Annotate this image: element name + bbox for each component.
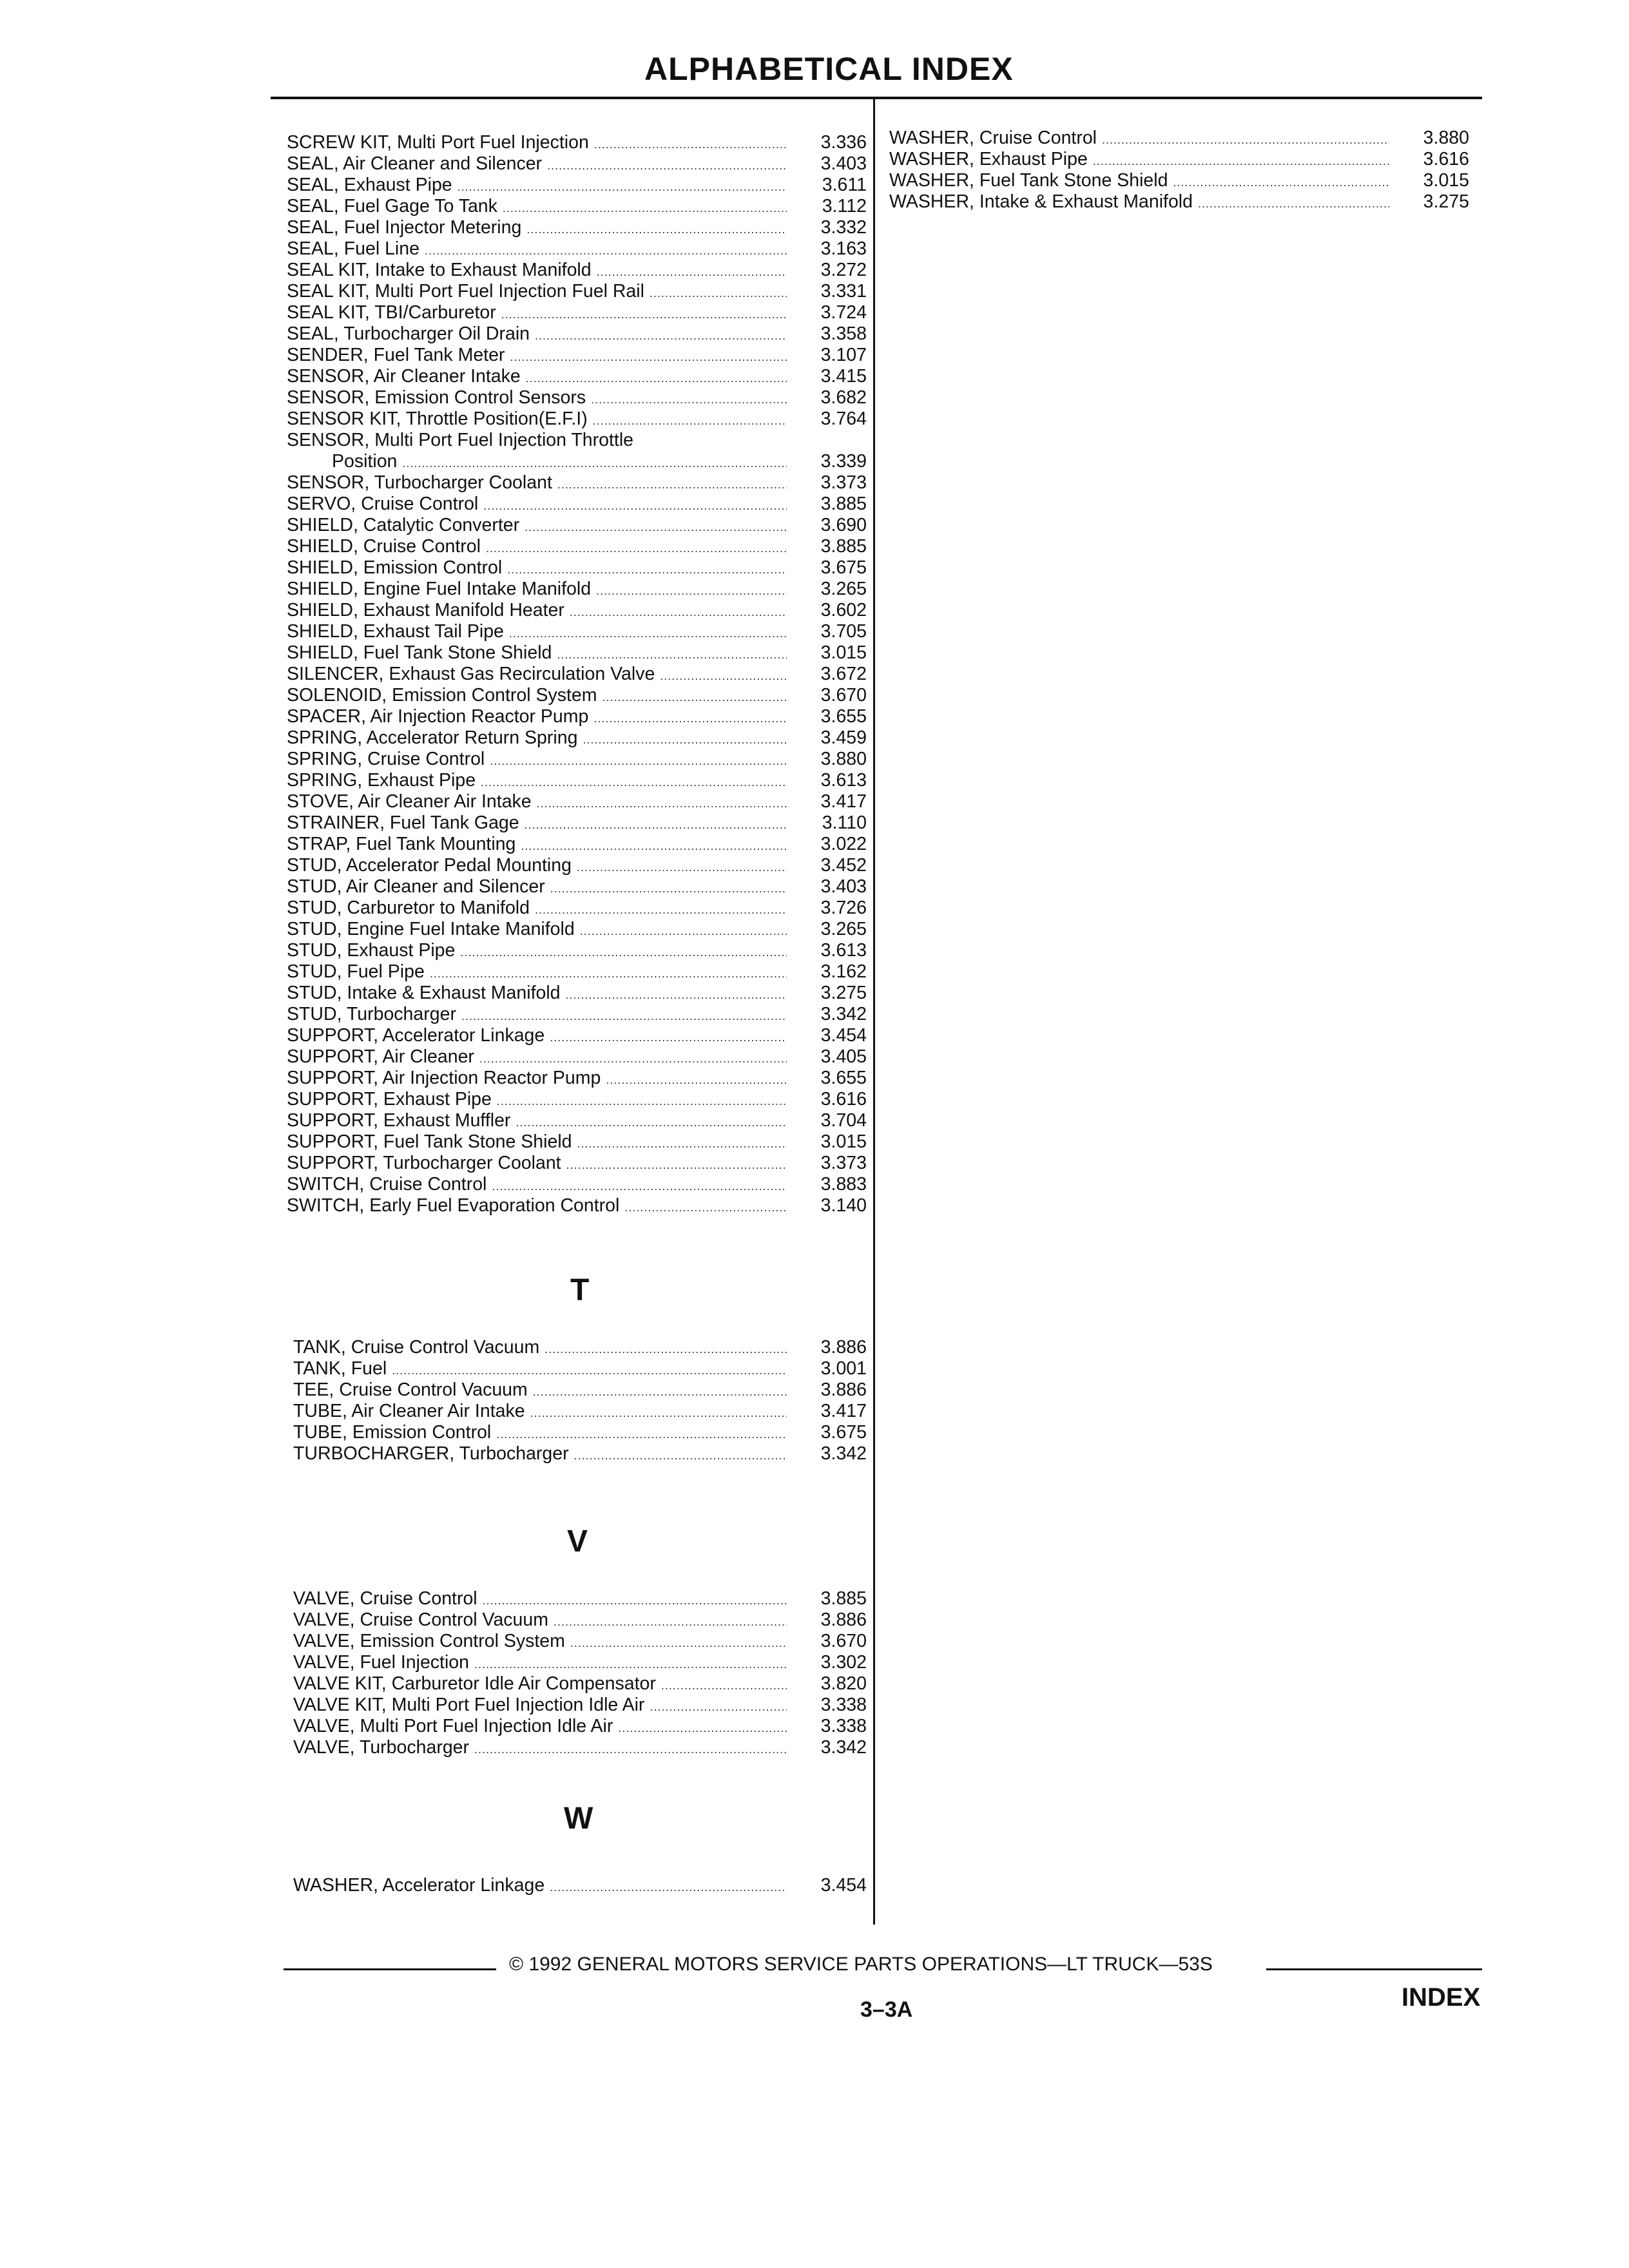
footer-rule-left [284, 1968, 496, 1970]
leader-dots [481, 772, 787, 793]
entry-page-ref: 3.820 [820, 1673, 867, 1694]
entry-description: SEAL KIT, Multi Port Fuel Injection Fuel Rail [287, 281, 644, 302]
entry-description: SENSOR, Turbocharger Coolant [287, 472, 552, 493]
index-entry [889, 191, 1469, 213]
entry-page-ref: 3.342 [820, 1004, 867, 1024]
entry-description: SHIELD, Catalytic Converter [287, 515, 520, 535]
entry-page-ref: 3.613 [820, 770, 867, 791]
entry-description: VALVE KIT, Multi Port Fuel Injection Idle Air [293, 1695, 645, 1715]
entry-description: TEE, Cruise Control Vacuum [293, 1379, 528, 1400]
entry-description: VALVE, Turbocharger [293, 1737, 470, 1758]
index-entry [293, 1875, 867, 1896]
entry-description: VALVE, Cruise Control Vacuum [293, 1610, 548, 1630]
entry-page-ref: 3.338 [820, 1716, 867, 1736]
entry-description: TUBE, Air Cleaner Air Intake [293, 1401, 525, 1421]
entry-page-ref: 3.886 [820, 1337, 867, 1358]
entry-page-ref: 3.417 [820, 791, 867, 812]
entry-page-ref: 3.302 [820, 1652, 867, 1673]
page-title: ALPHABETICAL INDEX [644, 51, 1014, 87]
leader-dots [1198, 193, 1389, 215]
entry-description: SWITCH, Cruise Control [287, 1174, 487, 1195]
leader-dots [460, 942, 787, 963]
index-entry [287, 876, 867, 898]
entry-description: SEAL KIT, Intake to Exhaust Manifold [287, 260, 592, 280]
entry-description: SUPPORT, Fuel Tank Stone Shield [287, 1131, 572, 1152]
leader-dots [554, 1611, 787, 1633]
entry-description: SENSOR, Emission Control Sensors [287, 387, 586, 408]
index-entry [287, 834, 867, 855]
entry-description: WASHER, Exhaust Pipe [889, 149, 1088, 169]
leader-dots [1102, 130, 1389, 151]
index-entry [287, 345, 867, 366]
index-entry [287, 621, 867, 642]
entry-page-ref: 3.163 [820, 238, 867, 259]
entry-description: SHIELD, Exhaust Manifold Heater [287, 600, 564, 620]
index-entry [287, 898, 867, 919]
entry-page-ref: 3.616 [1423, 149, 1469, 169]
index-entry [293, 1379, 867, 1401]
entry-description: WASHER, Accelerator Linkage [293, 1875, 545, 1896]
leader-dots [583, 729, 787, 751]
index-entry [293, 1588, 867, 1610]
leader-dots [550, 878, 787, 899]
index-entry [293, 1737, 867, 1758]
entry-page-ref: 3.764 [820, 408, 867, 429]
index-entry [889, 149, 1469, 170]
entry-page-ref: 3.015 [820, 1131, 867, 1152]
index-entry [287, 940, 867, 961]
leader-dots [580, 921, 787, 942]
entry-description: SUPPORT, Turbocharger Coolant [287, 1153, 561, 1173]
entry-description: SUPPORT, Air Cleaner [287, 1046, 474, 1067]
entry-description: WASHER, Fuel Tank Stone Shield [889, 170, 1168, 191]
index-entry [287, 494, 867, 515]
leader-dots [570, 1633, 787, 1654]
entry-description: SENSOR KIT, Throttle Position(E.F.I) [287, 408, 588, 429]
entry-page-ref: 3.272 [820, 260, 867, 280]
entry-page-ref: 3.415 [820, 366, 867, 387]
entry-page-ref: 3.336 [820, 132, 867, 153]
entry-description: SWITCH, Early Fuel Evaporation Control [287, 1195, 620, 1216]
index-entry [287, 408, 867, 430]
index-entry [293, 1401, 867, 1422]
leader-dots [618, 1718, 787, 1739]
index-entry [889, 128, 1469, 149]
leader-dots [425, 240, 787, 262]
entry-page-ref: 3.454 [820, 1025, 867, 1046]
index-entry [287, 281, 867, 302]
leader-dots [650, 1696, 787, 1718]
index-entry [287, 196, 867, 217]
entry-page-ref: 3.001 [820, 1358, 867, 1379]
entry-page-ref: 3.452 [820, 855, 867, 876]
index-entry [293, 1443, 867, 1465]
leader-dots [537, 793, 787, 814]
leader-dots [660, 666, 787, 687]
index-entry [293, 1652, 867, 1673]
entry-page-ref: 3.672 [820, 664, 867, 684]
entry-page-ref: 3.275 [820, 983, 867, 1003]
entry-page-ref: 3.883 [820, 1174, 867, 1195]
footer-copyright: © 1992 GENERAL MOTORS SERVICE PARTS OPERATIONS—LT TRUCK—53S [509, 1954, 1213, 1975]
leader-dots [507, 559, 787, 581]
entry-description: SPACER, Air Injection Reactor Pump [287, 706, 589, 727]
entry-page-ref: 3.690 [820, 515, 867, 535]
left-column-s-entries [287, 132, 867, 1216]
leader-dots [492, 1176, 787, 1197]
leader-dots [577, 1133, 787, 1155]
entry-page-ref: 3.613 [820, 940, 867, 961]
leader-dots [566, 1155, 787, 1176]
index-entry [287, 919, 867, 940]
entry-description: SEAL, Exhaust Pipe [287, 175, 452, 195]
index-entry [287, 579, 867, 600]
leader-dots [533, 1381, 787, 1403]
index-entry [293, 1716, 867, 1737]
entry-description: STUD, Fuel Pipe [287, 961, 425, 982]
entry-description: SHIELD, Engine Fuel Intake Manifold [287, 579, 592, 599]
index-entry [287, 727, 867, 749]
leader-dots [501, 304, 787, 325]
entry-page-ref: 3.670 [820, 685, 867, 706]
leader-dots [474, 1739, 787, 1760]
entry-page-ref: 3.275 [1423, 191, 1469, 212]
index-entry [287, 1068, 867, 1089]
entry-page-ref: 3.015 [1423, 170, 1469, 191]
leader-dots [535, 899, 787, 921]
entry-page-ref: 3.611 [822, 175, 867, 195]
entry-description: SEAL, Air Cleaner and Silencer [287, 153, 543, 174]
leader-dots [526, 368, 787, 389]
entry-page-ref: 3.602 [820, 600, 867, 620]
leader-dots [570, 602, 787, 623]
index-entry [293, 1631, 867, 1652]
entry-page-ref: 3.682 [820, 387, 867, 408]
index-entry [287, 1110, 867, 1131]
index-entry [287, 1174, 867, 1195]
index-entry [287, 961, 867, 983]
leader-dots [510, 347, 787, 368]
leader-dots [490, 751, 787, 772]
index-entry [293, 1358, 867, 1379]
entry-description: TURBOCHARGER, Turbocharger [293, 1443, 569, 1464]
index-entry [287, 430, 867, 451]
entry-page-ref: 3.405 [820, 1046, 867, 1067]
index-entry [287, 812, 867, 834]
entry-page-ref: 3.265 [820, 919, 867, 939]
entry-description: VALVE, Emission Control System [293, 1631, 565, 1651]
index-entry [287, 557, 867, 579]
entry-description: SEAL, Fuel Injector Metering [287, 217, 522, 238]
index-entry [287, 1004, 867, 1025]
entry-page-ref: 3.655 [820, 706, 867, 727]
leader-dots [526, 219, 787, 240]
index-entry [287, 1195, 867, 1216]
leader-dots [593, 410, 787, 432]
index-entry [287, 217, 867, 238]
entry-page-ref: 3.331 [820, 281, 867, 302]
index-entry [287, 749, 867, 770]
index-entry [287, 175, 867, 196]
entry-page-ref: 3.332 [820, 217, 867, 238]
entry-page-ref: 3.459 [820, 727, 867, 748]
entry-page-ref: 3.339 [820, 451, 867, 472]
leader-dots [496, 1424, 787, 1445]
entry-description: SUPPORT, Exhaust Muffler [287, 1110, 511, 1131]
leader-dots [486, 538, 787, 559]
leader-dots [596, 581, 787, 602]
right-column-w-entries [889, 128, 1469, 213]
index-entry [287, 515, 867, 536]
entry-page-ref: 3.886 [820, 1610, 867, 1630]
section-label: INDEX [1402, 1983, 1481, 2012]
index-entry [293, 1422, 867, 1443]
entry-description: TANK, Cruise Control Vacuum [293, 1337, 540, 1358]
index-entry [287, 1131, 867, 1153]
leader-dots [461, 1006, 787, 1027]
section-letter-t: T [570, 1273, 590, 1307]
entry-description: STRAINER, Fuel Tank Gage [287, 812, 519, 833]
entry-description: SEAL KIT, TBI/Carburetor [287, 302, 496, 323]
entry-page-ref: 3.885 [820, 1588, 867, 1609]
entry-page-ref: 3.885 [820, 536, 867, 557]
index-entry [287, 302, 867, 323]
index-entry [287, 1089, 867, 1110]
leader-dots [458, 177, 787, 198]
entry-description: STUD, Accelerator Pedal Mounting [287, 855, 572, 876]
leader-dots [557, 644, 787, 666]
leader-dots [593, 708, 787, 729]
entry-description: TANK, Fuel [293, 1358, 387, 1379]
entry-page-ref: 3.110 [822, 812, 867, 833]
entry-description: SPRING, Exhaust Pipe [287, 770, 476, 791]
index-entry [287, 1153, 867, 1174]
index-entry [287, 536, 867, 557]
entry-page-ref: 3.265 [820, 579, 867, 599]
index-entry [287, 600, 867, 621]
index-entry [287, 791, 867, 812]
leader-dots [525, 517, 787, 538]
leader-dots [557, 474, 787, 495]
entry-page-ref: 3.338 [820, 1695, 867, 1715]
leader-dots [545, 1339, 787, 1360]
leader-dots [497, 1091, 787, 1112]
index-entry [287, 472, 867, 494]
entry-page-ref: 3.403 [820, 876, 867, 897]
entry-page-ref: 3.373 [820, 1153, 867, 1173]
leader-dots [509, 623, 787, 644]
entry-description: STUD, Engine Fuel Intake Manifold [287, 919, 575, 939]
leader-dots [430, 963, 787, 985]
entry-description: VALVE, Fuel Injection [293, 1652, 470, 1673]
entry-description: WASHER, Cruise Control [889, 128, 1097, 148]
leader-dots [1093, 151, 1389, 172]
leader-dots [566, 985, 787, 1006]
leader-dots [474, 1654, 787, 1675]
entry-description: VALVE KIT, Carburetor Idle Air Compensator [293, 1673, 656, 1694]
entry-description: STUD, Exhaust Pipe [287, 940, 456, 961]
section-letter-w: W [564, 1802, 593, 1836]
leader-dots [483, 1590, 787, 1611]
entry-description: SCREW KIT, Multi Port Fuel Injection [287, 132, 589, 153]
entry-description: SHIELD, Emission Control [287, 557, 503, 578]
entry-page-ref: 3.342 [820, 1443, 867, 1464]
entry-page-ref: 3.616 [820, 1089, 867, 1110]
leader-dots [650, 283, 787, 304]
index-entry [287, 451, 867, 472]
entry-page-ref: 3.885 [820, 494, 867, 514]
leader-dots [602, 687, 787, 708]
index-entry [287, 323, 867, 345]
entry-description: SOLENOID, Emission Control System [287, 685, 597, 706]
entry-description: SUPPORT, Air Injection Reactor Pump [287, 1068, 601, 1088]
entry-description: SENSOR, Multi Port Fuel Injection Throttle [287, 430, 634, 450]
entry-description: SHIELD, Exhaust Tail Pipe [287, 621, 504, 642]
leader-dots [535, 325, 787, 347]
entry-description: STOVE, Air Cleaner Air Intake [287, 791, 532, 812]
entry-page-ref: 3.704 [820, 1110, 867, 1131]
entry-description: SENDER, Fuel Tank Meter [287, 345, 505, 365]
index-entry [287, 132, 867, 153]
entry-description: SUPPORT, Accelerator Linkage [287, 1025, 545, 1046]
entry-description: SHIELD, Fuel Tank Stone Shield [287, 642, 552, 663]
leader-dots [402, 453, 787, 474]
entry-page-ref: 3.705 [820, 621, 867, 642]
index-entry [287, 238, 867, 260]
entry-page-ref: 3.403 [820, 153, 867, 174]
index-entry [287, 642, 867, 664]
page-number: 3–3A [860, 1997, 913, 2022]
entry-description: Position [332, 451, 398, 472]
section-w-entries [293, 1875, 867, 1896]
index-entry [287, 1046, 867, 1068]
entry-description: SENSOR, Air Cleaner Intake [287, 366, 521, 387]
entry-description: STUD, Air Cleaner and Silencer [287, 876, 545, 897]
leader-dots [525, 814, 787, 836]
index-entry [287, 664, 867, 685]
leader-dots [594, 134, 787, 155]
index-entry [287, 706, 867, 727]
entry-description: SPRING, Accelerator Return Spring [287, 727, 578, 748]
leader-dots [483, 495, 787, 517]
leader-dots [516, 1112, 787, 1133]
index-entry [287, 685, 867, 706]
index-entry [293, 1673, 867, 1695]
entry-page-ref: 3.886 [820, 1379, 867, 1400]
entry-page-ref: 3.162 [820, 961, 867, 982]
entry-page-ref: 3.880 [1423, 128, 1469, 148]
leader-dots [577, 857, 787, 878]
index-entry [287, 1025, 867, 1046]
entry-description: SEAL, Turbocharger Oil Drain [287, 323, 530, 344]
entry-page-ref: 3.670 [820, 1631, 867, 1651]
entry-description: SUPPORT, Exhaust Pipe [287, 1089, 492, 1110]
entry-page-ref: 3.454 [820, 1875, 867, 1896]
entry-page-ref: 3.112 [822, 196, 867, 216]
section-v-entries [293, 1588, 867, 1758]
entry-description: SPRING, Cruise Control [287, 749, 485, 769]
leader-dots [597, 262, 787, 283]
section-letter-v: V [567, 1524, 588, 1559]
leader-dots [503, 198, 787, 219]
entry-description: SILENCER, Exhaust Gas Recirculation Valve [287, 664, 655, 684]
leader-dots [606, 1070, 787, 1091]
entry-description: SEAL, Fuel Gage To Tank [287, 196, 497, 216]
entry-page-ref: 3.655 [820, 1068, 867, 1088]
index-entry [889, 170, 1469, 191]
entry-page-ref: 3.022 [820, 834, 867, 854]
index-entry [287, 153, 867, 175]
index-entry [287, 366, 867, 387]
leader-dots [1173, 172, 1389, 193]
leader-dots [550, 1877, 787, 1898]
entry-description: VALVE, Multi Port Fuel Injection Idle Air [293, 1716, 613, 1736]
leader-dots [547, 155, 787, 177]
index-entry [287, 387, 867, 408]
footer-rule-right [1266, 1968, 1482, 1970]
entry-page-ref: 3.342 [820, 1737, 867, 1758]
entry-description: TUBE, Emission Control [293, 1422, 492, 1443]
entry-description: STUD, Turbocharger [287, 1004, 456, 1024]
leader-dots [574, 1445, 787, 1466]
section-t-entries [293, 1337, 867, 1465]
entry-page-ref: 3.726 [820, 898, 867, 918]
entry-description: STUD, Carburetor to Manifold [287, 898, 530, 918]
index-entry [287, 770, 867, 791]
leader-dots [624, 1197, 787, 1218]
entry-page-ref: 3.358 [820, 323, 867, 344]
index-entry [287, 260, 867, 281]
entry-page-ref: 3.675 [820, 1422, 867, 1443]
index-entry [293, 1337, 867, 1358]
entry-page-ref: 3.373 [820, 472, 867, 493]
leader-dots [521, 836, 787, 857]
leader-dots [550, 1027, 787, 1048]
entry-description: STRAP, Fuel Tank Mounting [287, 834, 516, 854]
entry-description: SEAL, Fuel Line [287, 238, 419, 259]
entry-page-ref: 3.724 [820, 302, 867, 323]
entry-page-ref: 3.140 [820, 1195, 867, 1216]
column-divider [873, 98, 875, 1925]
index-entry [293, 1695, 867, 1716]
leader-dots [479, 1048, 787, 1070]
leader-dots [661, 1675, 787, 1696]
entry-description: SERVO, Cruise Control [287, 494, 479, 514]
leader-dots [392, 1360, 787, 1381]
entry-page-ref: 3.417 [820, 1401, 867, 1421]
leader-dots [530, 1403, 787, 1424]
entry-description: WASHER, Intake & Exhaust Manifold [889, 191, 1193, 212]
index-entry [287, 983, 867, 1004]
entry-description: STUD, Intake & Exhaust Manifold [287, 983, 561, 1003]
entry-page-ref: 3.880 [820, 749, 867, 769]
index-entry [287, 855, 867, 876]
leader-dots [591, 389, 787, 410]
entry-description: VALVE, Cruise Control [293, 1588, 477, 1609]
entry-page-ref: 3.675 [820, 557, 867, 578]
entry-page-ref: 3.015 [820, 642, 867, 663]
title-rule [271, 97, 1482, 99]
index-entry [293, 1610, 867, 1631]
entry-page-ref: 3.107 [820, 345, 867, 365]
entry-description: SHIELD, Cruise Control [287, 536, 481, 557]
